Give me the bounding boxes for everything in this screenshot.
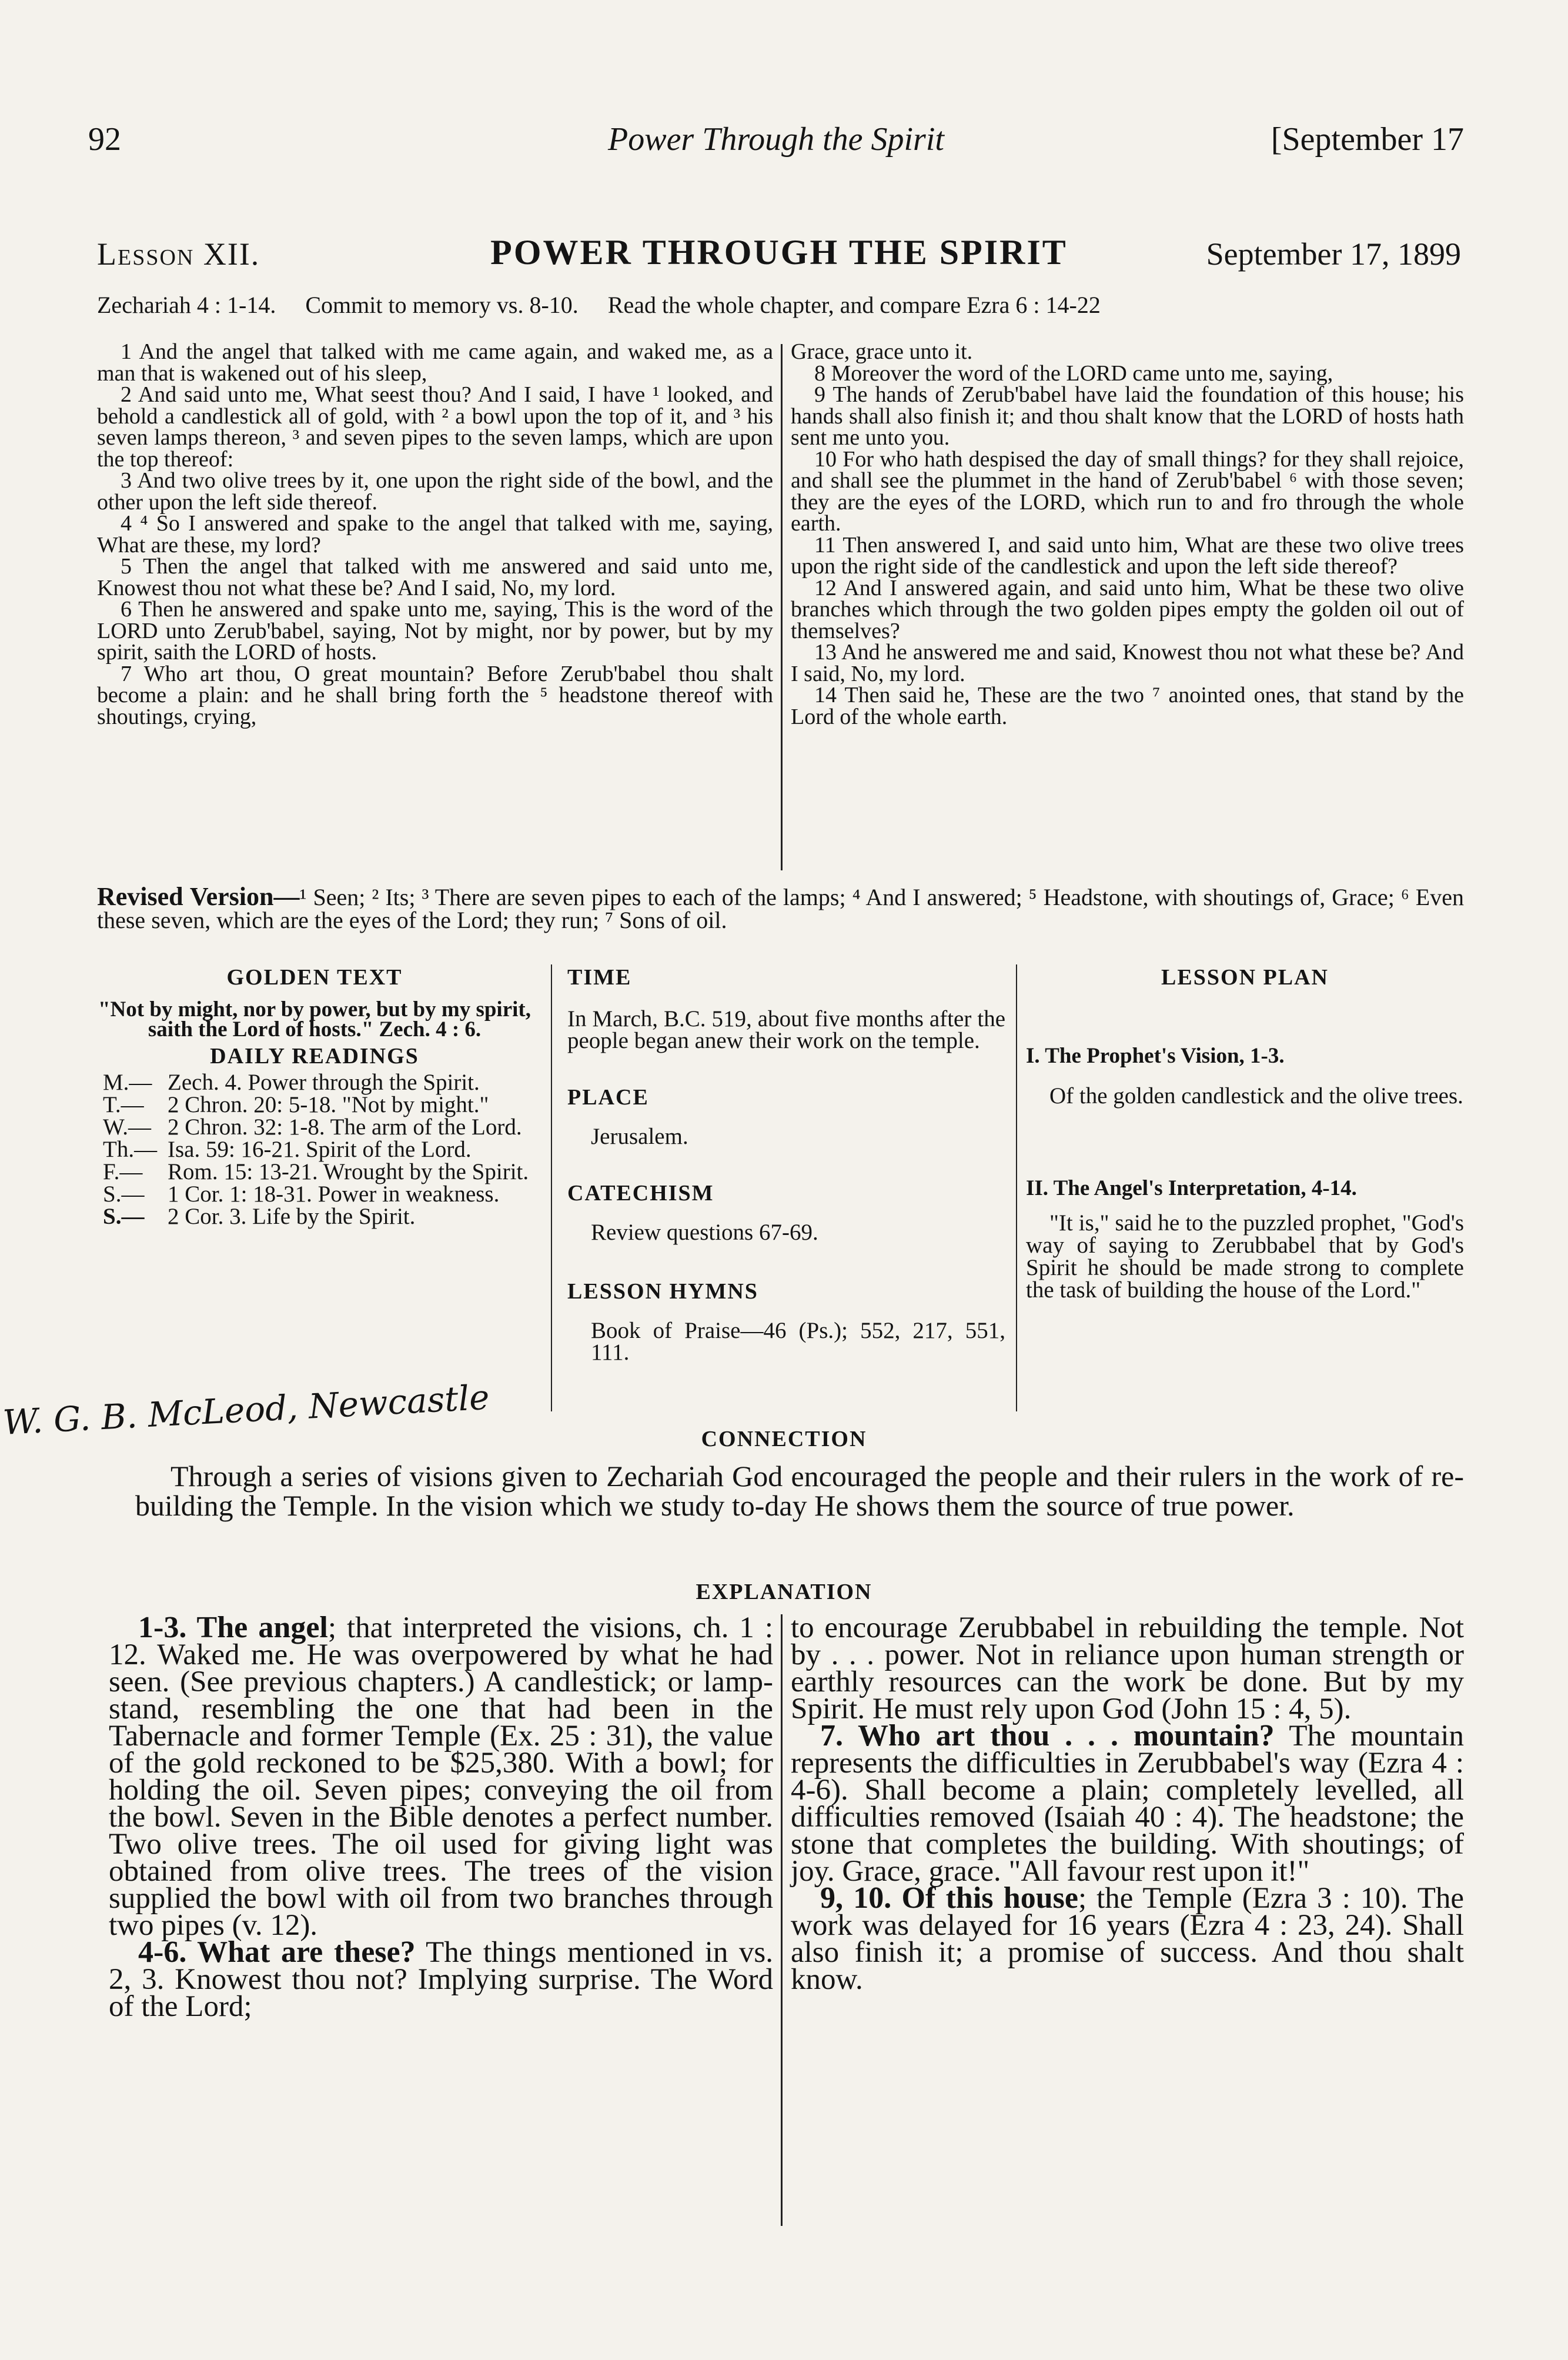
verse: 2 And said unto me, What seest thou? And I said, I have ¹ looked, and behold a candlestick all of gold, with ² a bowl upon the top of it, and ³ his seven lamps thereon, ³ and seven pipes to the seven lamps, which are upon the top thereof: [97,382,773,472]
list-item [97,1183,532,1206]
lesson-title-line [97,232,1461,279]
golden-text: "Not by might, nor by power, but by my spirit, saith the Lord of hosts." Zech. 4 : 6. [98,997,531,1042]
memory-instruction: Commit to memory vs. 8-10. [305,292,579,318]
explanation-lead: 9, 10. Of this house [820,1881,1078,1915]
verse: 10 For who hath despised the day of small things? for they shall rejoice, and shall see the plummet in the hand of Zerub'babel ⁶ with those seven; they are the eyes of the LORD, which run to and fro through the whole earth. [791,446,1464,536]
reading-text: 2 Cor. 3. Life by the Spirit. [168,1204,416,1229]
column-divider [551,964,552,1411]
scripture-reference: Zechariah 4 : 1-14. [97,292,276,318]
reading-day: T.— [103,1092,144,1117]
explanation-text: ; that interpreted the visions, ch. 1 : 12. Waked me. He was overpowered by what he had seen. (See previous chapters.) A candlestick; or lamp-stand, resembling the one that had been in the Tabernacle and former Temple (Ex. 25 : 31), the value of the gold reckoned to be $25,380. With a bowl; for holding the oil. Seven pipes; conveying the oil from the bowl. Seven in the Bible denotes a perfect number. Two olive trees. The oil used for giving light was obtained from olive trees. The trees of the vision supplied the bowl with oil from two branches through two pipes (v. 12). [109,1611,773,1942]
explanation-heading: EXPLANATION [696,1580,872,1604]
daily-readings-heading: DAILY READINGS [210,1044,419,1069]
verse: 13 And he answered me and said, Knowest thou not what these be? And I said, No, my lord. [791,640,1464,686]
list-item [97,1094,532,1116]
column-divider [781,344,783,870]
list-item [97,1116,532,1139]
verse: 1 And the angel that talked with me came again, and waked me, as a man that is wakened out of his sleep, [97,339,773,386]
lesson-date: September 17, 1899 [1206,236,1461,272]
verse: Grace, grace unto it. [791,339,973,364]
verse: 5 Then the angel that talked with me answered and said unto me, Knowest thou not what these be? And I said, No, my lord. [97,554,773,600]
page-number: 92 [88,121,121,158]
reading-day: F.— [103,1159,143,1184]
verse: 3 And two olive trees by it, one upon the right side of the bowl, and the other upon the left side thereof. [97,468,773,515]
reading-text: Zech. 4. Power through the Spirit. [168,1070,480,1095]
running-head [88,121,1464,173]
explanation-lead: 1-3. The angel [138,1611,328,1644]
lesson-plan-part-2-text: "It is," said he to the puzzled prophet, "God's way of saying to Zerubbabel that by God's Spirit he should be made strong to complete the task of building the house of the Lord." [1026,1210,1464,1303]
scripture-left-column [97,341,773,727]
reading-day: Th.— [103,1137,158,1162]
list-item [97,1071,532,1094]
explanation-paragraph [109,1611,773,1942]
explanation-text: ; the Temple (Ezra 3 : 10). The work was delayed for 16 years (Ezra 4 : 23, 24). Shall also finish it; a promise of success. And thou shalt know. [791,1882,1465,1996]
golden-text-heading: GOLDEN TEXT [226,965,403,990]
list-item [97,1161,532,1183]
explanation-text: The things mentioned in vs. 2, 3. Knowest thou not? Implying surprise. The Word of the Lord; [109,1936,773,2023]
reading-day: S.— [103,1204,145,1229]
explanation-text: to encourage Zerubbabel in rebuilding the temple. Not by . . . power. Not in reliance upon human strength or earthly resources can the work be done. But by my Spirit. He must rely upon God (John 15 : 4, 5). [791,1611,1464,1725]
lesson-hymns-text: Book of Praise—46 (Ps.); 552, 217, 551, 111. [591,1318,1005,1365]
connection-text: Through a series of visions given to Zechariah God encouraged the people and their rulers in the work of re-building the Temple. In the vision which we study to-day He shows them the source of true power. [135,1460,1464,1522]
running-date: [September 17 [1271,121,1464,158]
verse: 14 Then said he, These are the two ⁷ anointed ones, that stand by the Lord of the whole earth. [791,683,1464,729]
revised-version-notes [97,882,1464,933]
list-item [97,1139,532,1161]
verse: 6 Then he answered and spake unto me, saying, This is the word of the LORD unto Zerub'babel, saying, Not by might, nor by power, but by my spirit, saith the LORD of hosts. [97,597,773,665]
time-heading: TIME [567,965,632,990]
catechism-text: Review questions 67-69. [591,1220,818,1245]
lesson-title: POWER THROUGH THE SPIRIT [490,233,1068,272]
explanation-paragraph [109,1935,773,2023]
verse: 11 Then answered I, and said unto him, What are these two olive trees upon the right side of the candlestick and upon the left side thereof? [791,532,1464,579]
explanation-right-column [791,1611,1465,1996]
explanation-lead: 7. Who art thou . . . mountain? [820,1719,1275,1753]
reading-day: W.— [103,1114,151,1140]
lesson-references [97,291,1461,319]
verse: 8 Moreover the word of the LORD came unto me, saying, [814,360,1333,386]
verse: 4 ⁴ So I answered and spake to the angel that talked with me, saying, What are these, my lord? [97,511,773,558]
lesson-plan-part-2: II. The Angel's Interpretation, 4-14. [1026,1176,1357,1200]
reading-text: 2 Chron. 20: 5-18. "Not by might." [168,1092,489,1117]
verse: 12 And I answered again, and said unto him, What be these two olive branches which through the two golden pipes empty the golden oil out of themselves? [791,575,1464,643]
running-title: Power Through the Spirit [608,121,944,158]
verse: 9 The hands of Zerub'babel have laid the foundation of this house; his hands shall also finish it; and thou shalt know that the LORD of hosts hath sent me unto you. [791,382,1464,450]
explanation-paragraph [791,1719,1465,1888]
reading-text: Isa. 59: 16-21. Spirit of the Lord. [168,1137,472,1162]
explanation-paragraph [791,1881,1465,1996]
lesson-hymns-heading: LESSON HYMNS [567,1279,758,1304]
lesson-number: Lesson XII. [97,236,260,272]
reading-day: S.— [103,1181,145,1207]
lesson-info-column [567,964,1005,1363]
reading-text: Rom. 15: 13-21. Wrought by the Spirit. [168,1159,529,1184]
reading-day: M.— [103,1070,152,1095]
verse: 7 Who art thou, O great mountain? Before Zerub'babel thou shalt become a plain: and he shall bring forth the ⁵ headstone thereof with shoutings, crying, [97,661,773,729]
handwritten-signature: W. G. B. McLeod, Newcastle [2,1377,490,1443]
explanation-left-column [109,1611,773,2023]
reading-text: 1 Cor. 1: 18-31. Power in weakness. [168,1181,500,1207]
column-divider [1016,964,1017,1411]
explanation-lead: 4-6. What are these? [138,1935,416,1969]
explanation-paragraph [791,1611,1464,1725]
lesson-plan-part-1-text: Of the golden candlestick and the olive trees. [1049,1083,1463,1109]
place-heading: PLACE [567,1085,649,1110]
reading-instruction: Read the whole chapter, and compare Ezra 6 : 14-22 [607,292,1101,318]
lesson-plan-heading: LESSON PLAN [1161,965,1329,990]
golden-text-column [97,964,532,1228]
column-divider [781,1614,783,2226]
time-text: In March, B.C. 519, about five months after the people began anew their work on the temple. [567,1006,1005,1053]
daily-readings-list [97,1071,532,1228]
lesson-plan-column [1026,964,1464,1301]
explanation-text: The mountain represents the difficulties in Zerubbabel's way (Ezra 4 : 4-6). Shall become a plain; completely levelled, all difficulties removed (Isaiah 40 : 4). The headstone; the stone that completes the building. With shoutings; of joy. Grace, grace. "All favour rest upon it!" [791,1720,1465,1888]
lesson-plan-part-1: I. The Prophet's Vision, 1-3. [1026,1044,1285,1068]
reading-text: 2 Chron. 32: 1-8. The arm of the Lord. [168,1114,522,1140]
scripture-right-column [791,341,1464,727]
connection-heading: CONNECTION [701,1427,867,1451]
catechism-heading: CATECHISM [567,1181,714,1206]
place-text: Jerusalem. [591,1124,688,1149]
list-item [97,1206,532,1228]
revised-version-label: Revised Version— [97,882,300,911]
revised-version-text: ¹ Seen; ² Its; ³ There are seven pipes to each of the lamps; ⁴ And I answered; ⁵ Headstone, with shoutings of, Grace; ⁶ Even these seven, which are the eyes of the Lord; they run; ⁷ Sons of oil. [97,884,1464,933]
